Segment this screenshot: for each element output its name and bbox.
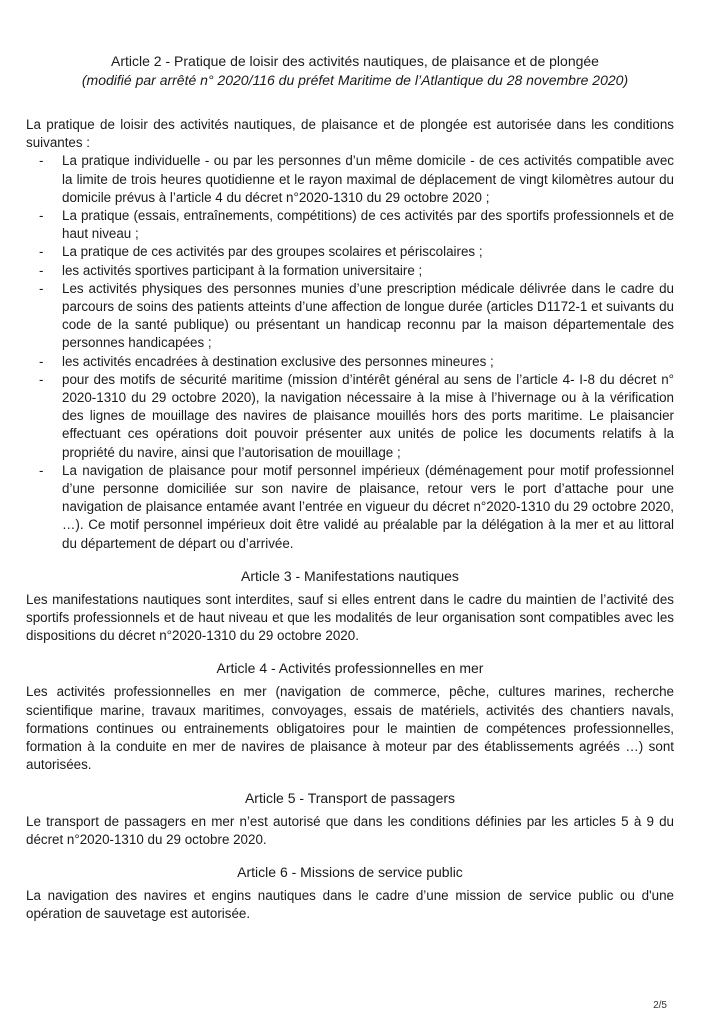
article-3-title: Article 3 - Manifestations nautiques	[241, 567, 459, 584]
list-dash: -	[39, 462, 44, 478]
list-dash: -	[39, 353, 44, 369]
article-2-conditions-list	[26, 152, 674, 552]
list-item-text: pour des motifs de sécurité maritime (mission d’intérêt général au sens de l’article 4- I-8 du décret n° 2020-1310 du 29 octobre 2020), la navigation nécessaire à la mise à l’hivernage ou à la vérification des lignes de mouillage des navires de plaisance mouillés hors des ports maritime. Le plaisancier effectuant ces opérations doit pouvoir présenter aux unités de police les documents relatifs à la propriété du navire, ainsi que l’autorisation de mouillage ;	[62, 371, 674, 460]
list-item	[26, 243, 674, 261]
article-2-intro: La pratique de loisir des activités nautiques, de plaisance et de plongée est autorisée dans les conditions suivantes :	[26, 117, 674, 151]
list-item	[26, 152, 674, 207]
list-item	[26, 280, 674, 353]
document-body	[26, 116, 674, 923]
article-2-title: Article 2 - Pratique de loisir des activités nautiques, de plaisance et de plongée	[111, 53, 599, 69]
list-dash: -	[39, 262, 44, 278]
article-2-header	[30, 52, 680, 90]
list-item-text: Les activités physiques des personnes munies d’une prescription médicale délivrée dans le cadre du parcours de soins des patients atteints d’une affection de longue durée (articles D1172-1 et suivants du code de la santé publique) ou présentant un handicap reconnu par la maison départementale des personnes handicapées ;	[62, 280, 674, 351]
list-dash: -	[39, 153, 44, 169]
list-item-text: les activités sportives participant à la formation universitaire ;	[62, 262, 423, 278]
article-6-text: La navigation des navires et engins nautiques dans le cadre d’une mission de service public ou d'une opération de sauvetage est autorisée.	[26, 887, 674, 922]
article-2-subtitle: (modifié par arrêté n° 2020/116 du préfet Maritime de l’Atlantique du 28 novembre 2020)	[81, 72, 629, 88]
list-item	[26, 462, 674, 553]
article-5-title: Article 5 - Transport de passagers	[244, 789, 456, 806]
list-item	[26, 353, 674, 371]
list-dash: -	[39, 280, 44, 296]
page-number: 2/5	[653, 1000, 667, 1011]
list-dash: -	[39, 208, 44, 224]
article-3-text: Les manifestations nautiques sont interdites, sauf si elles entrent dans le cadre du maintien de l’activité des sportifs professionnels et de haut niveau et que les modalités de leur organisation sont compatibles avec les dispositions du décret n°2020-1310 du 29 octobre 2020.	[26, 591, 674, 644]
list-item-text: La navigation de plaisance pour motif personnel impérieux (déménagement pour motif professionnel d’une personne domiciliée sur son navire de plaisance, retour vers le port d’attache pour une navigation de plaisance entamée avant l’entrée en vigueur du décret n°2020-1310 du 29 octobre 2020, …). Ce motif personnel impérieux doit être validé au préalable par la délégation à la mer et au littoral du département de départ ou d’arrivée.	[62, 462, 674, 551]
article-4-title: Article 4 - Activités professionnelles en mer	[216, 660, 484, 677]
list-item	[26, 262, 674, 280]
list-dash: -	[39, 371, 44, 387]
list-dash: -	[39, 244, 44, 260]
list-item-text: les activités encadrées à destination exclusive des personnes mineures ;	[62, 353, 494, 369]
article-6-title: Article 6 - Missions de service public	[237, 863, 463, 880]
article-4-text: Les activités professionnelles en mer (navigation de commerce, pêche, cultures marines, recherche scientifique marine, travaux maritimes, convoyages, essais de matériels, activités des chantiers navals, formations continues ou entrainements obligatoires pour le maintien de compétences professionnelles, formation à la conduite en mer de navires de plaisance à moteur par des établissements agréés …) sont autorisées.	[26, 684, 674, 773]
list-item-text: La pratique (essais, entraînements, compétitions) de ces activités par des sportifs professionnels et de haut niveau ;	[62, 208, 674, 242]
list-item-text: La pratique de ces activités par des groupes scolaires et périscolaires ;	[62, 244, 483, 260]
list-item	[26, 207, 674, 243]
list-item-text: La pratique individuelle - ou par les personnes d’un même domicile - de ces activités compatible avec la limite de trois heures quotidienne et le rayon maximal de déplacement de vingt kilomètres autour du domicile prévus à l’article 4 du décret n°2020-1310 du 29 octobre 2020 ;	[62, 153, 674, 205]
article-5-text: Le transport de passagers en mer n’est autorisé que dans les conditions définies par les articles 5 à 9 du décret n°2020-1310 du 29 octobre 2020.	[26, 813, 674, 847]
list-item	[26, 371, 674, 462]
